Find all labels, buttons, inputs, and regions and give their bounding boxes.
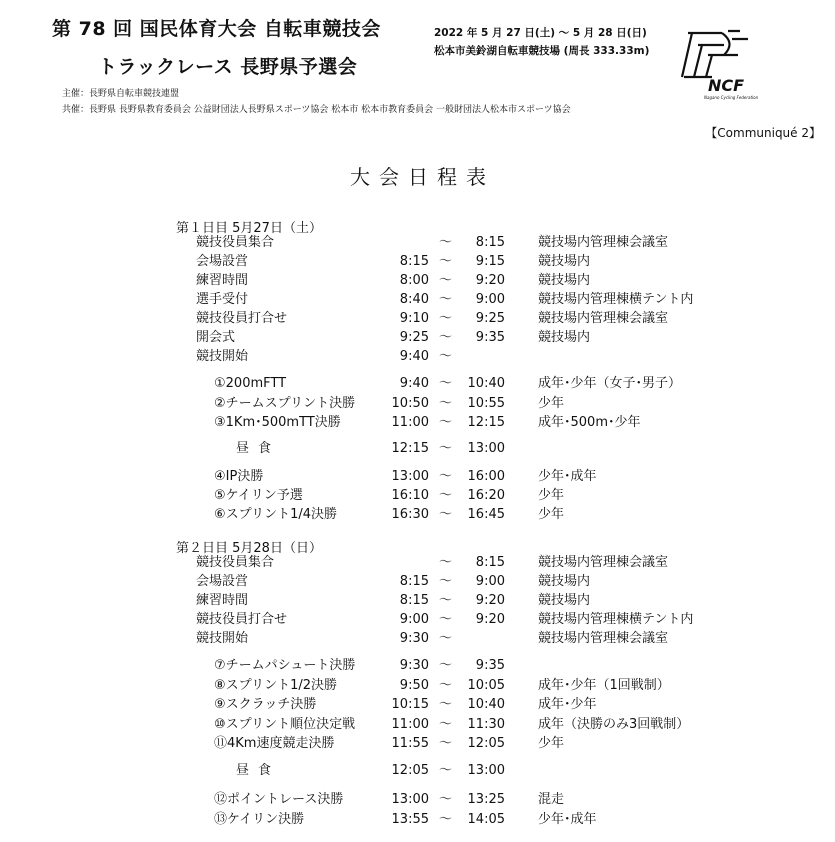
start-time: 10:15	[391, 697, 429, 712]
time-separator: ～	[439, 507, 453, 522]
start-time: 11:00	[391, 717, 429, 732]
organizer: 主催：長野県自転車競技連盟	[62, 89, 180, 99]
event-name: 会場設営	[196, 254, 249, 269]
time-separator: ～	[439, 273, 453, 288]
end-time: 10:05	[467, 678, 505, 693]
ncf-logo	[678, 25, 770, 101]
start-time: 9:30	[399, 658, 429, 673]
schedule-row	[0, 716, 835, 734]
time-separator: ～	[439, 396, 453, 411]
event-name: 競技役員集合	[196, 235, 275, 250]
end-time: 16:45	[467, 507, 505, 522]
start-time: 9:00	[399, 612, 429, 627]
schedule-row	[0, 395, 835, 413]
time-separator: ～	[439, 376, 453, 391]
end-time: 11:30	[467, 717, 505, 732]
start-time: 9:30	[399, 631, 429, 646]
start-time: 13:00	[391, 469, 429, 484]
start-time: 9:25	[399, 330, 429, 345]
schedule-row	[0, 611, 835, 629]
event-name: ②チームスプリント決勝	[214, 396, 356, 411]
event-note: 競技場内	[538, 254, 591, 269]
start-time: 8:00	[399, 273, 429, 288]
end-time: 9:15	[475, 254, 505, 269]
time-separator: ～	[439, 254, 453, 269]
start-time: 9:40	[399, 349, 429, 364]
event-name: 昼食	[236, 441, 281, 456]
end-time: 9:00	[475, 292, 505, 307]
event-note: 競技場内管理棟会議室	[538, 631, 669, 646]
time-separator: ～	[439, 593, 453, 608]
end-time: 16:20	[467, 488, 505, 503]
end-time: 13:00	[467, 763, 505, 778]
schedule-row	[0, 657, 835, 675]
time-separator: ～	[439, 441, 453, 456]
schedule-row	[0, 253, 835, 271]
start-time: 11:00	[391, 415, 429, 430]
schedule-row	[0, 630, 835, 648]
event-name: ⑧スプリント1/2決勝	[214, 678, 338, 693]
start-time: 9:40	[399, 376, 429, 391]
time-separator: ～	[439, 311, 453, 326]
event-venue: 松本市美鈴湖自転車競技場 (周長 333.33m)	[434, 45, 650, 57]
schedule-row	[0, 234, 835, 252]
end-time: 9:35	[475, 658, 505, 673]
event-name: 競技開始	[196, 631, 249, 646]
event-note: 競技場内管理棟会議室	[538, 555, 669, 570]
time-separator: ～	[439, 612, 453, 627]
end-time: 12:05	[467, 736, 505, 751]
time-separator: ～	[439, 292, 453, 307]
end-time: 9:20	[475, 593, 505, 608]
event-name: ⑦チームパシュート決勝	[214, 658, 356, 673]
time-separator: ～	[439, 235, 453, 250]
event-note: 競技場内管理棟横テント内	[538, 292, 694, 307]
event-note: 競技場内管理棟会議室	[538, 311, 669, 326]
start-time: 16:10	[391, 488, 429, 503]
time-separator: ～	[439, 678, 453, 693]
start-time: 9:50	[399, 678, 429, 693]
start-time: 8:15	[399, 593, 429, 608]
event-title: 第 78 回 国民体育大会 自転車競技会	[52, 18, 381, 40]
event-name: ⑫ポイントレース決勝	[214, 792, 344, 807]
end-time: 9:20	[475, 612, 505, 627]
time-separator: ～	[439, 717, 453, 732]
schedule-row	[0, 329, 835, 347]
time-separator: ～	[439, 792, 453, 807]
time-separator: ～	[439, 488, 453, 503]
end-time: 12:15	[467, 415, 505, 430]
event-name: ⑩スプリント順位決定戦	[214, 717, 356, 732]
start-time: 8:15	[399, 254, 429, 269]
time-separator: ～	[439, 574, 453, 589]
event-note: 成年･少年（1回戦制）	[538, 678, 670, 693]
event-subtitle: トラックレース 長野県予選会	[98, 56, 358, 78]
schedule-row	[0, 811, 835, 829]
schedule-row	[0, 310, 835, 328]
schedule-row	[0, 791, 835, 809]
event-note: 競技場内	[538, 273, 591, 288]
start-time: 12:05	[391, 763, 429, 778]
event-note: 競技場内管理棟横テント内	[538, 612, 694, 627]
event-note: 成年･500m･少年	[538, 415, 641, 430]
event-name: 練習時間	[196, 593, 249, 608]
schedule-title: 大会日程表	[350, 165, 495, 189]
event-dates: 2022 年 5 月 27 日(土) ～ 5 月 28 日(日)	[434, 27, 647, 39]
day1-heading: 第１日目 5月27日（土）	[176, 221, 322, 236]
time-separator: ～	[439, 763, 453, 778]
event-name: 昼食	[236, 763, 281, 778]
event-name: 選手受付	[196, 292, 249, 307]
event-name: ⑥スプリント1/4決勝	[214, 507, 338, 522]
time-separator: ～	[439, 736, 453, 751]
event-name: ①200mFTT	[214, 376, 287, 391]
end-time: 10:40	[467, 376, 505, 391]
logo-subtext: Nagano Cycling Federation	[704, 95, 759, 100]
event-note: 少年･成年	[538, 469, 597, 484]
time-separator: ～	[439, 349, 453, 364]
event-note: 競技場内管理棟会議室	[538, 235, 669, 250]
schedule-row	[0, 735, 835, 753]
schedule-row	[0, 506, 835, 524]
event-name: 競技役員集合	[196, 555, 275, 570]
start-time: 12:15	[391, 441, 429, 456]
end-time: 9:25	[475, 311, 505, 326]
end-time: 8:15	[475, 555, 505, 570]
time-separator: ～	[439, 658, 453, 673]
event-note: 成年･少年（女子･男子）	[538, 376, 682, 391]
event-note: 競技場内	[538, 574, 591, 589]
event-name: 競技役員打合せ	[196, 311, 288, 326]
time-separator: ～	[439, 415, 453, 430]
event-note: 競技場内	[538, 593, 591, 608]
end-time: 9:00	[475, 574, 505, 589]
schedule-row	[0, 487, 835, 505]
end-time: 10:40	[467, 697, 505, 712]
end-time: 9:35	[475, 330, 505, 345]
schedule-row	[0, 696, 835, 714]
event-note: 競技場内	[538, 330, 591, 345]
event-name: ⑪4Km速度競走決勝	[214, 736, 335, 751]
logo-text: NCF	[708, 76, 745, 95]
event-name: ⑨スクラッチ決勝	[214, 697, 317, 712]
event-name: 競技役員打合せ	[196, 612, 288, 627]
start-time: 10:50	[391, 396, 429, 411]
end-time: 13:25	[467, 792, 505, 807]
schedule-row	[0, 375, 835, 393]
event-note: 成年（決勝のみ3回戦制）	[538, 717, 690, 732]
start-time: 13:55	[391, 812, 429, 827]
end-time: 13:00	[467, 441, 505, 456]
event-note: 少年	[538, 507, 565, 522]
event-name: ③1Km･500mTT決勝	[214, 415, 341, 430]
start-time: 8:15	[399, 574, 429, 589]
time-separator: ～	[439, 631, 453, 646]
communique-label: 【Communiqué 2】	[705, 126, 821, 140]
schedule-row	[0, 677, 835, 695]
co-organizers: 共催：長野県 長野県教育委員会 公益財団法人長野県スポーツ協会 松本市 松本市教育委員会 一般財団法人松本市スポーツ協会	[62, 105, 571, 115]
event-name: 開会式	[196, 330, 236, 345]
event-note: 少年･成年	[538, 812, 597, 827]
event-note: 少年	[538, 736, 565, 751]
end-time: 8:15	[475, 235, 505, 250]
schedule-row	[0, 440, 835, 458]
schedule-row	[0, 414, 835, 432]
start-time: 16:30	[391, 507, 429, 522]
schedule-row	[0, 573, 835, 591]
event-note: 混走	[538, 792, 565, 807]
start-time: 9:10	[399, 311, 429, 326]
end-time: 10:55	[467, 396, 505, 411]
schedule-row	[0, 468, 835, 486]
event-name: 会場設営	[196, 574, 249, 589]
schedule-row	[0, 291, 835, 309]
time-separator: ～	[439, 697, 453, 712]
schedule-row	[0, 272, 835, 290]
start-time: 11:55	[391, 736, 429, 751]
time-separator: ～	[439, 555, 453, 570]
schedule-row	[0, 554, 835, 572]
event-name: ⑬ケイリン決勝	[214, 812, 305, 827]
event-name: ④IP決勝	[214, 469, 264, 484]
end-time: 9:20	[475, 273, 505, 288]
time-separator: ～	[439, 812, 453, 827]
time-separator: ～	[439, 330, 453, 345]
end-time: 16:00	[467, 469, 505, 484]
start-time: 8:40	[399, 292, 429, 307]
schedule-row	[0, 348, 835, 366]
event-note: 少年	[538, 488, 565, 503]
event-note: 成年･少年	[538, 697, 597, 712]
event-name: 練習時間	[196, 273, 249, 288]
event-name: 競技開始	[196, 349, 249, 364]
schedule-row	[0, 762, 835, 780]
schedule-row	[0, 592, 835, 610]
event-note: 少年	[538, 396, 565, 411]
time-separator: ～	[439, 469, 453, 484]
event-name: ⑤ケイリン予選	[214, 488, 303, 503]
start-time: 13:00	[391, 792, 429, 807]
end-time: 14:05	[467, 812, 505, 827]
day2-heading: 第２日目 5月28日（日）	[176, 541, 322, 556]
